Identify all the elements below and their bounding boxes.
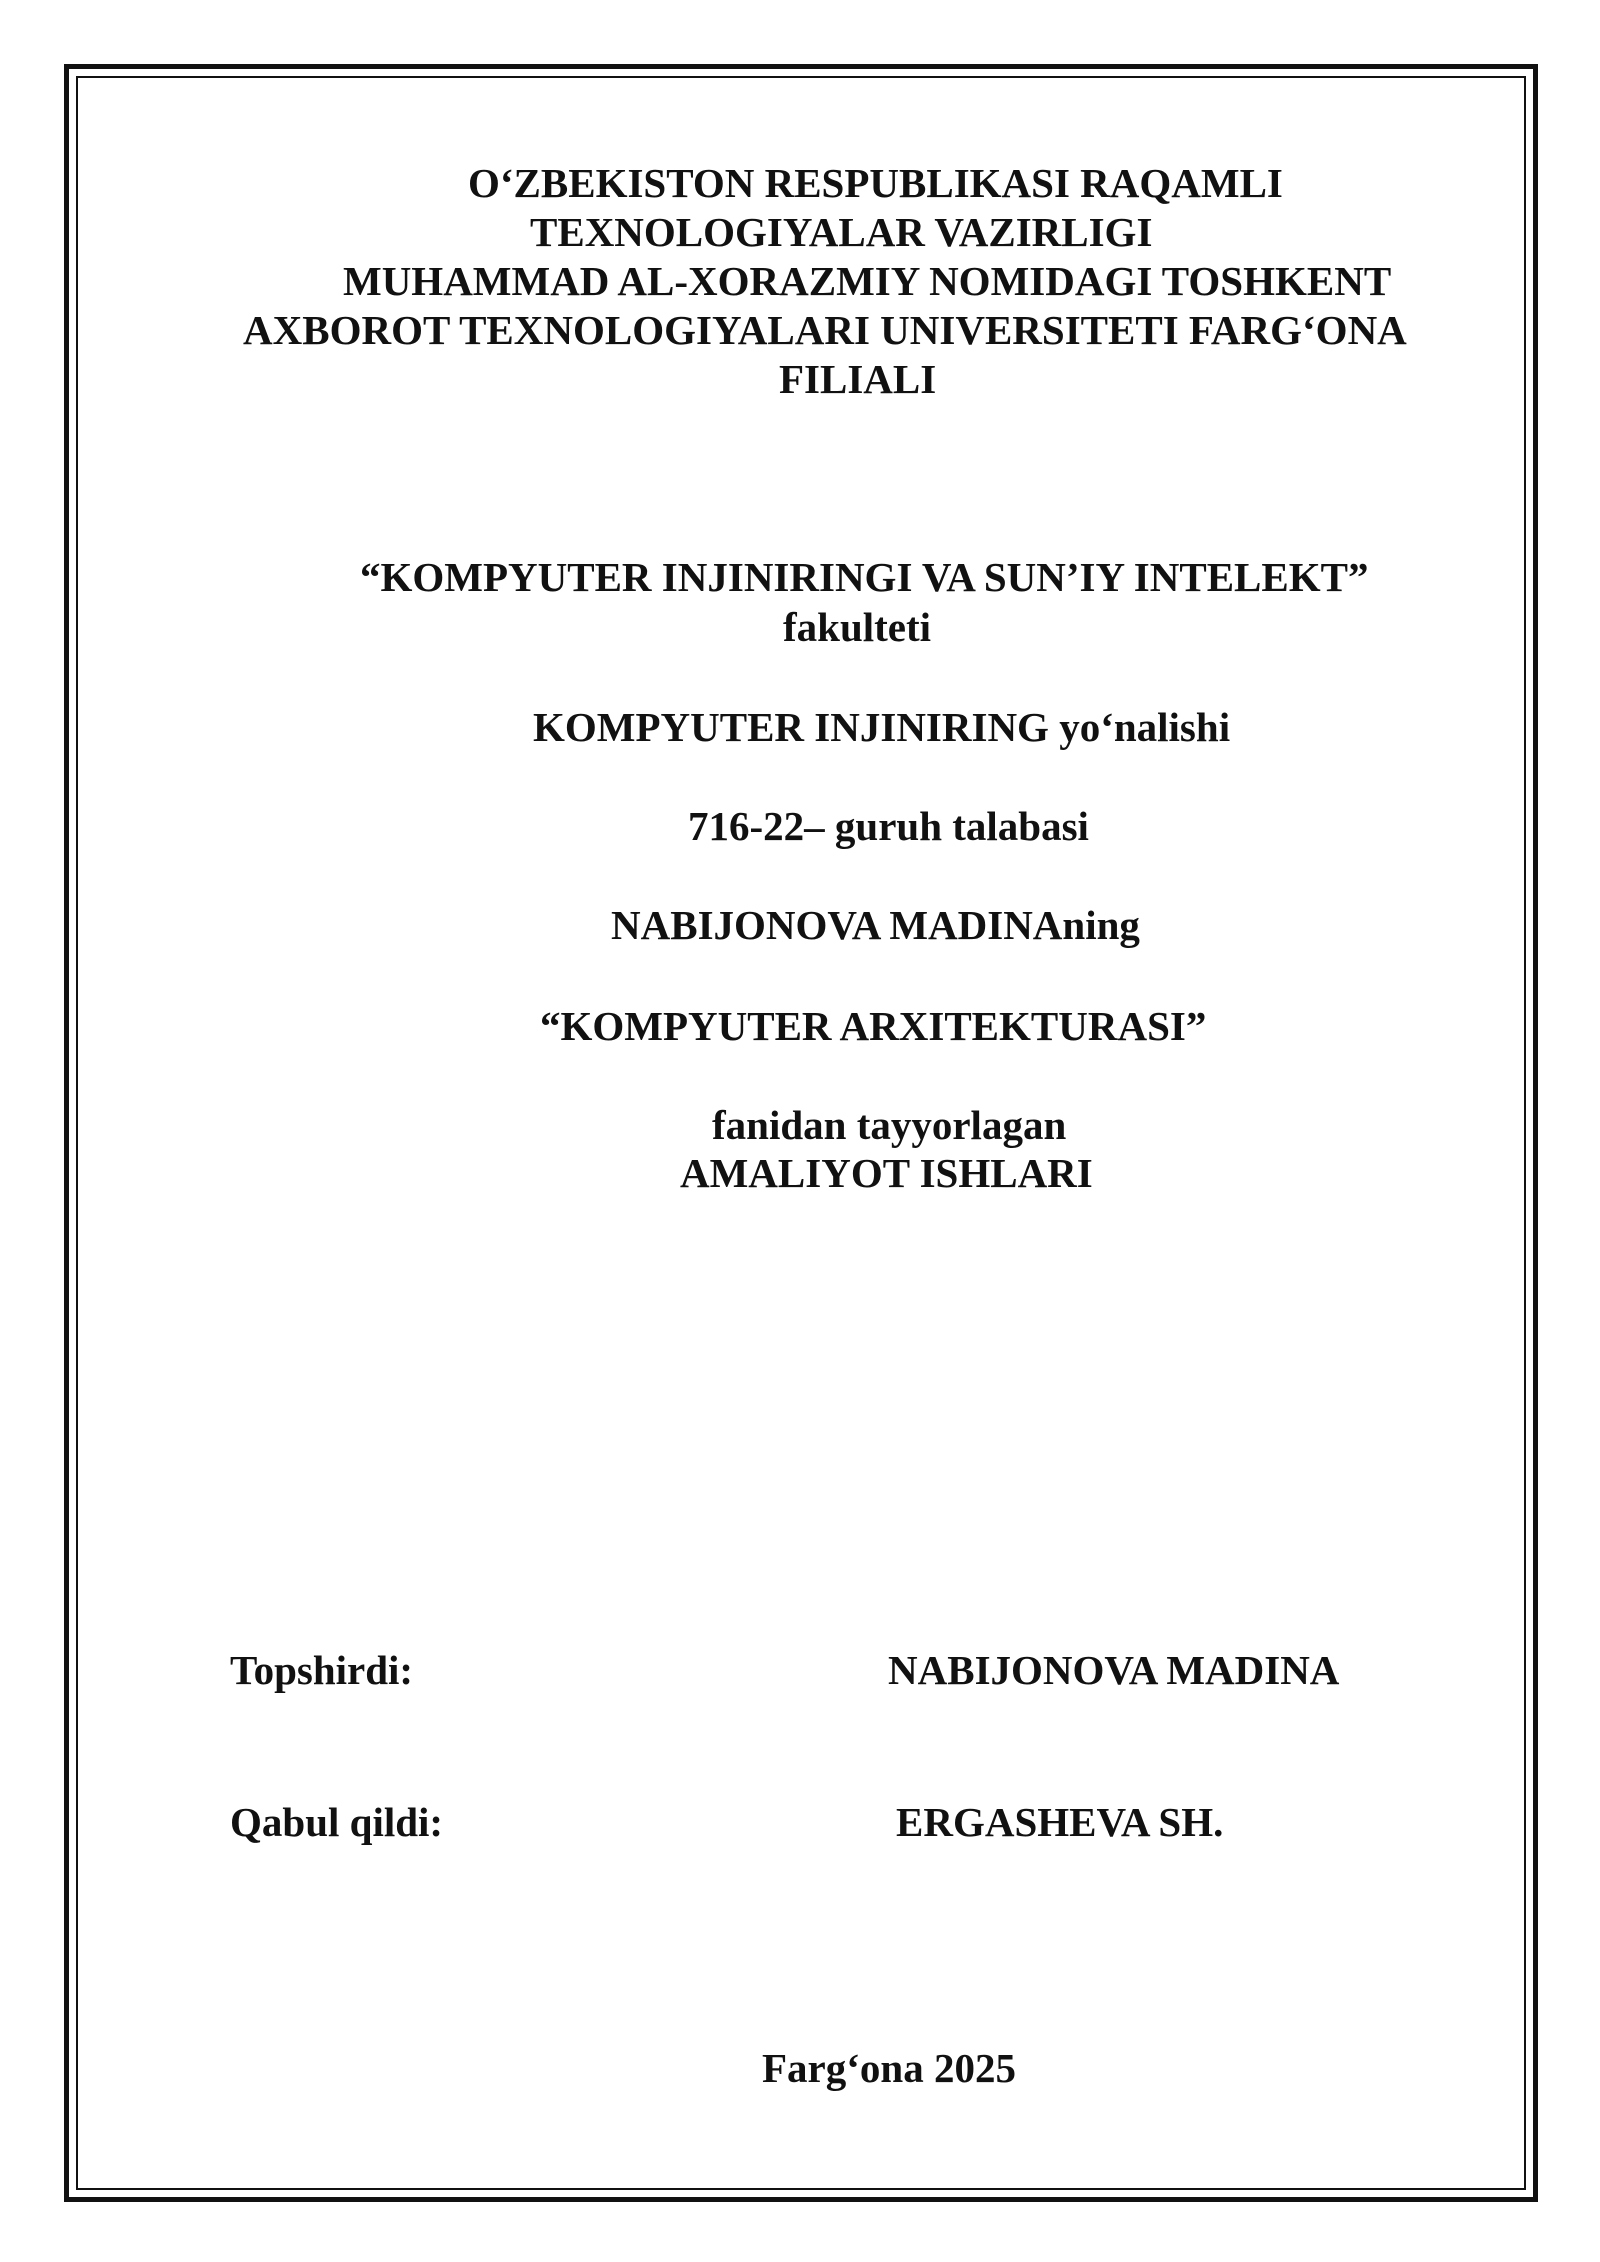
student-name-possessive: NABIJONOVA MADINAning — [611, 902, 1140, 948]
header-line-university-cont: AXBOROT TEXNOLOGIYALARI UNIVERSITETI FARG‘ONA — [243, 307, 1407, 353]
work-title: AMALIYOT ISHLARI — [680, 1150, 1093, 1196]
group-text: 716-22– guruh talabasi — [688, 803, 1089, 849]
footer-city-year: Farg‘ona 2025 — [762, 2045, 1016, 2091]
accepted-name: ERGASHEVA SH. — [896, 1799, 1224, 1845]
header-line-ministry: O‘ZBEKISTON RESPUBLIKASI RAQAMLI — [468, 160, 1283, 206]
faculty-name: “KOMPYUTER INJINIRINGI VA SUN’IY INTELEKT” — [360, 554, 1369, 600]
faculty-suffix: fakulteti — [783, 604, 932, 650]
accepted-label: Qabul qildi: — [230, 1799, 444, 1845]
submitted-label: Topshirdi: — [230, 1647, 414, 1693]
header-line-ministry-cont: TEXNOLOGIYALAR VAZIRLIGI — [530, 209, 1153, 255]
subject-title: “KOMPYUTER ARXITEKTURASI” — [540, 1003, 1207, 1049]
direction-text: KOMPYUTER INJINIRING yo‘nalishi — [533, 704, 1231, 750]
submitted-name: NABIJONOVA MADINA — [888, 1647, 1340, 1693]
header-line-branch: FILIALI — [779, 356, 937, 402]
subject-suffix: fanidan tayyorlagan — [712, 1102, 1067, 1148]
header-line-university: MUHAMMAD AL-XORAZMIY NOMIDAGI TOSHKENT — [343, 258, 1392, 304]
